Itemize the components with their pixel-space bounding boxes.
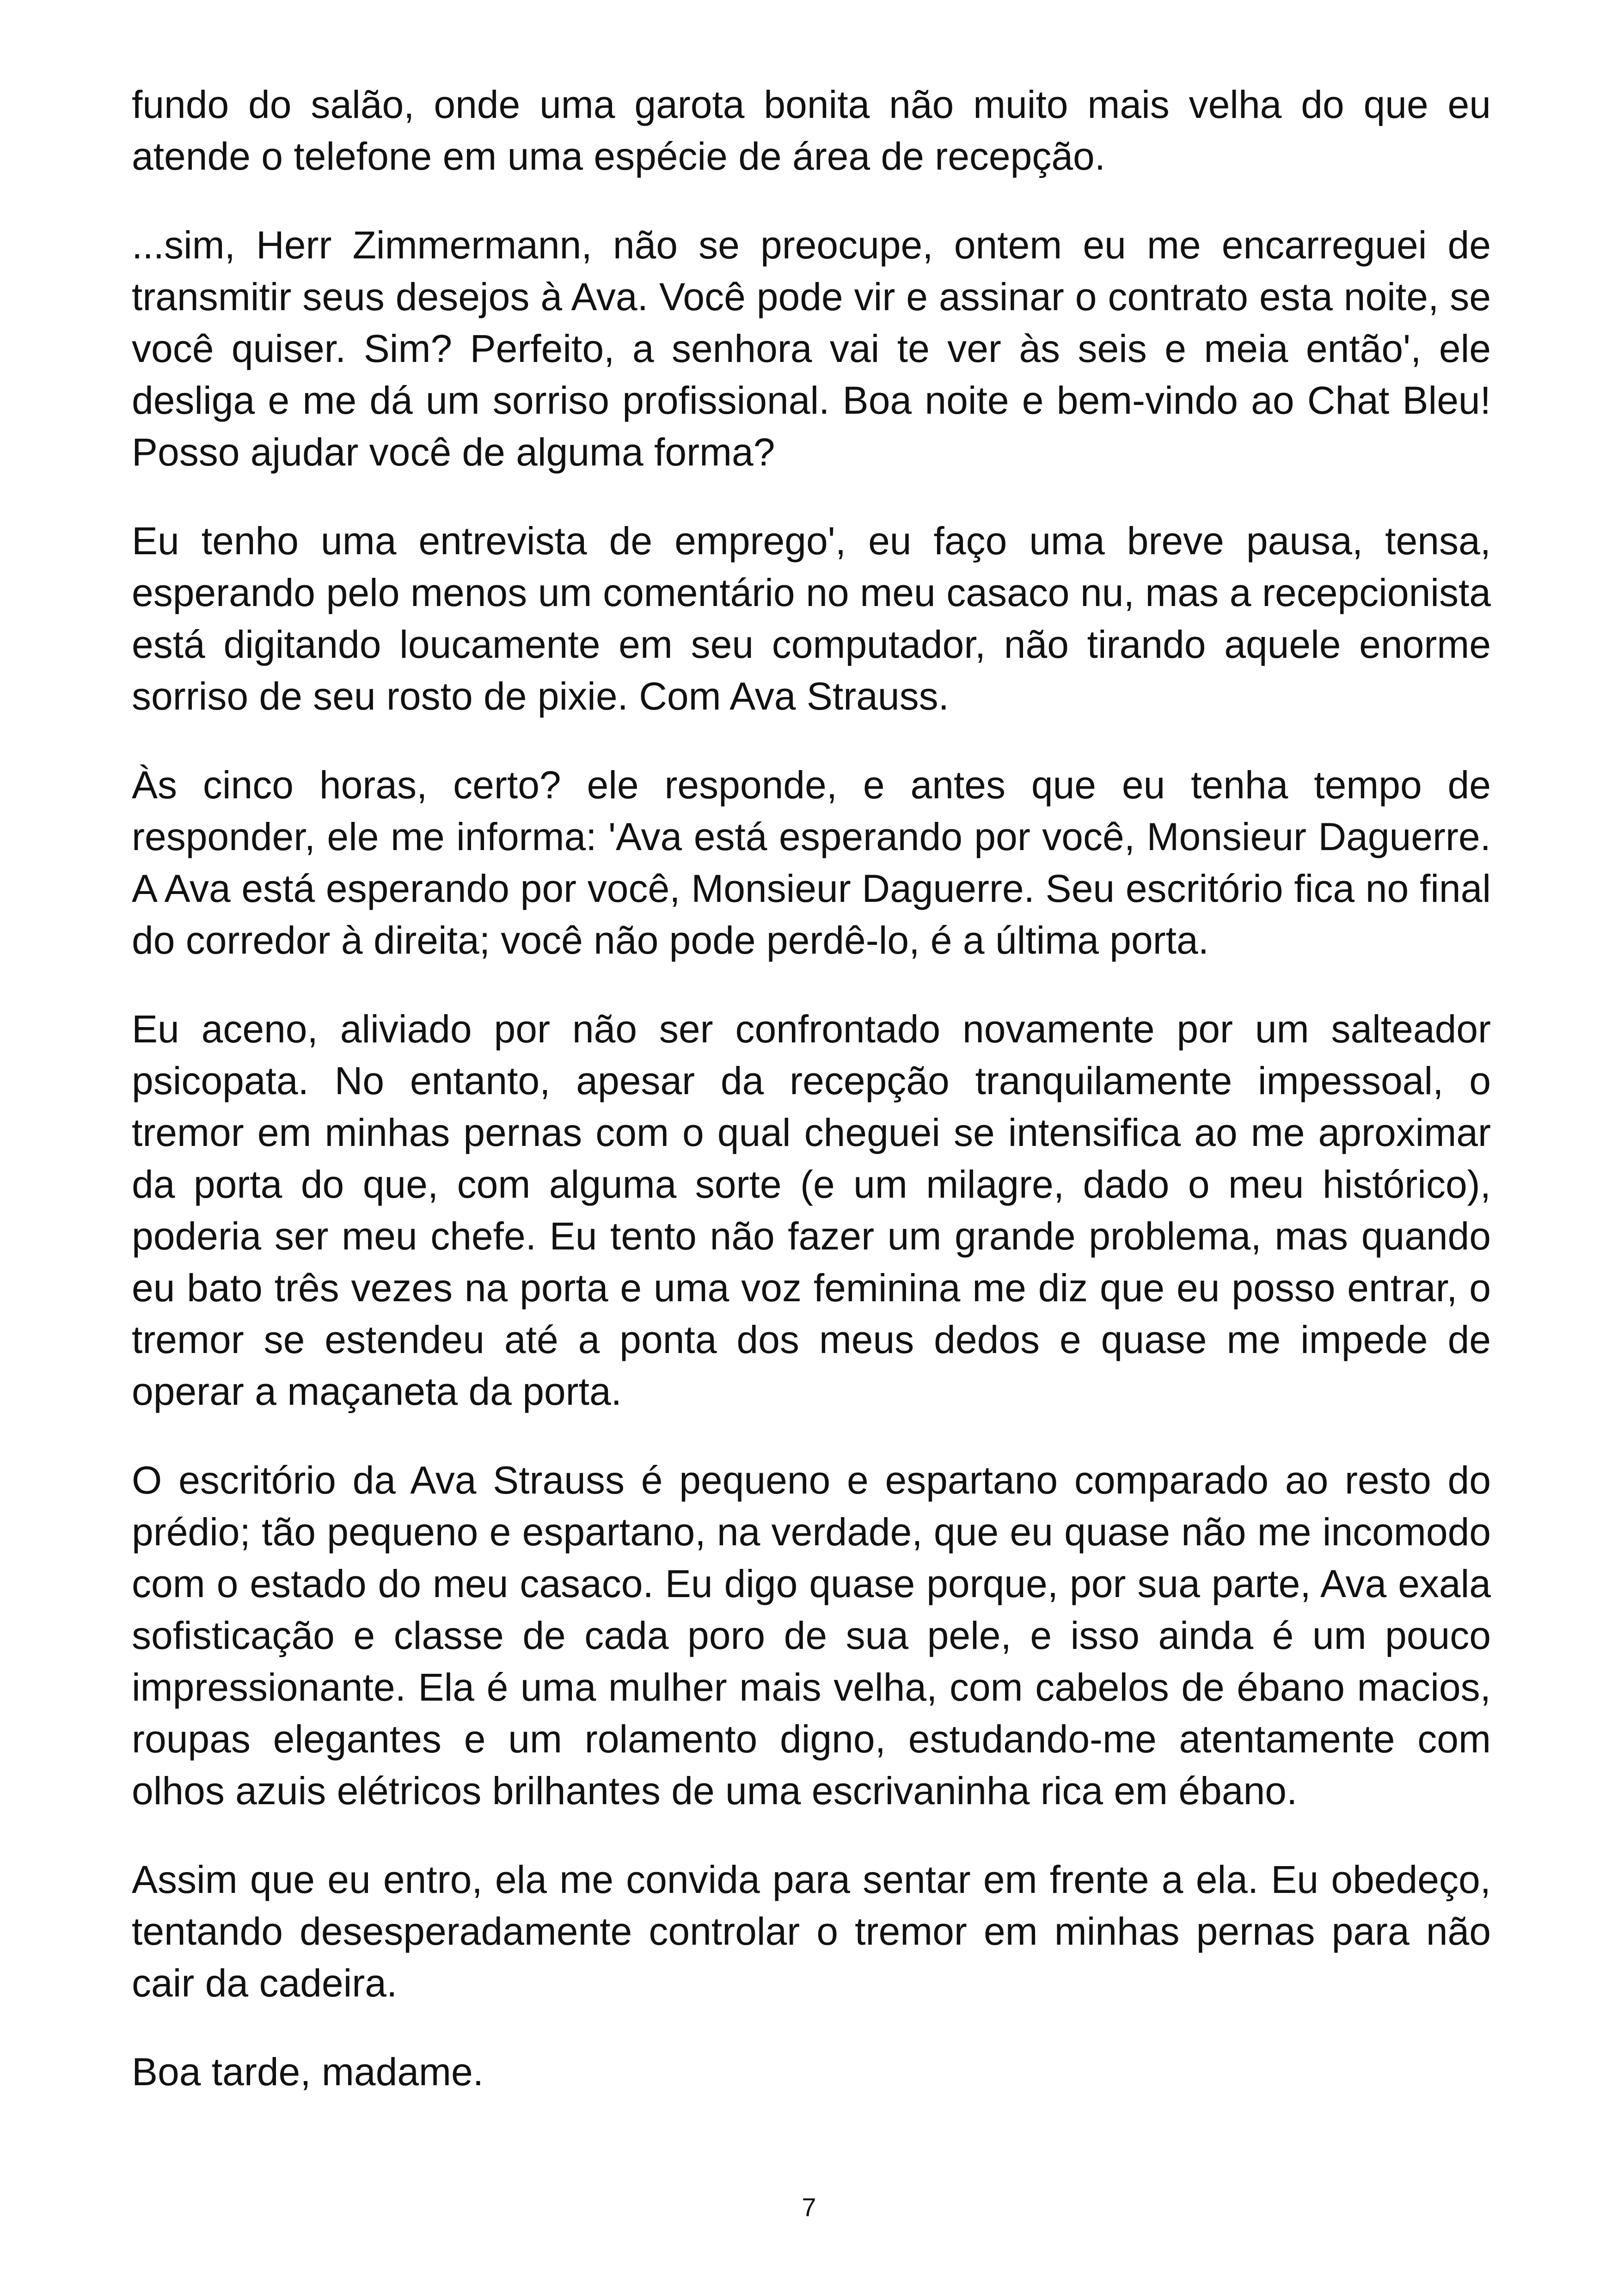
paragraph: Boa tarde, madame. xyxy=(132,2050,484,2094)
paragraph: Assim que eu entro, ela me convida para sentar em frente a ela. Eu obedeço, tentando desesperadamente controlar o tremor em minhas pernas para não cair da cadeira. xyxy=(132,1858,1491,2005)
paragraph: Às cinco horas, certo? ele responde, e antes que eu tenha tempo de responder, ele me informa: 'Ava está esperando por você, Monsieur Daguerre. A Ava está esperando por você, Monsieur Daguerre. Seu escritório fica no final do corredor à direita; você não pode perdê-lo, é a última porta. xyxy=(132,763,1491,962)
paragraph: Eu aceno, aliviado por não ser confrontado novamente por um salteador psicopata. No entanto, apesar da recepção tranquilamente impessoal, o tremor em minhas pernas com o qual cheguei se intensifica ao me aproximar da porta do que, com alguma sorte (e um milagre, dado o meu histórico), poderia ser meu chefe. Eu tento não fazer um grande problema, mas quando eu bato três vezes na porta e uma voz feminina me diz que eu posso entrar, o tremor se estendeu até a ponta dos meus dedos e quase me impede de operar a maçaneta da porta. xyxy=(132,1007,1491,1413)
page-number: 7 xyxy=(802,2192,816,2222)
paragraph: ...sim, Herr Zimmermann, não se preocupe, ontem eu me encarreguei de transmitir seus desejos à Ava. Você pode vir e assinar o contrato esta noite, se você quiser. Sim? Perfeito, a senhora vai te ver às seis e meia então', ele desliga e me dá um sorriso profissional. Boa noite e bem-vindo ao Chat Bleu! Posso ajudar você de alguma forma? xyxy=(132,223,1491,474)
paragraph: fundo do salão, onde uma garota bonita não muito mais velha do que eu atende o telefone em uma espécie de área de recepção. xyxy=(132,83,1491,178)
paragraph: Eu tenho uma entrevista de emprego', eu faço uma breve pausa, tensa, esperando pelo menos um comentário no meu casaco nu, mas a recepcionista está digitando loucamente em seu computador, não tirando aquele enorme sorriso de seu rosto de pixie. Com Ava Strauss. xyxy=(132,519,1491,718)
paragraph: O escritório da Ava Strauss é pequeno e espartano comparado ao resto do prédio; tão pequeno e espartano, na verdade, que eu quase não me incomodo com o estado do meu casaco. Eu digo quase porque, por sua parte, Ava exala sofisticação e classe de cada poro de sua pele, e isso ainda é um pouco impressionante. Ela é uma mulher mais velha, com cabelos de ébano macios, roupas elegantes e um rolamento digno, estudando-me atentamente com olhos azuis elétricos brilhantes de uma escrivaninha rica em ébano. xyxy=(132,1458,1491,1812)
body-text xyxy=(132,79,1491,2135)
